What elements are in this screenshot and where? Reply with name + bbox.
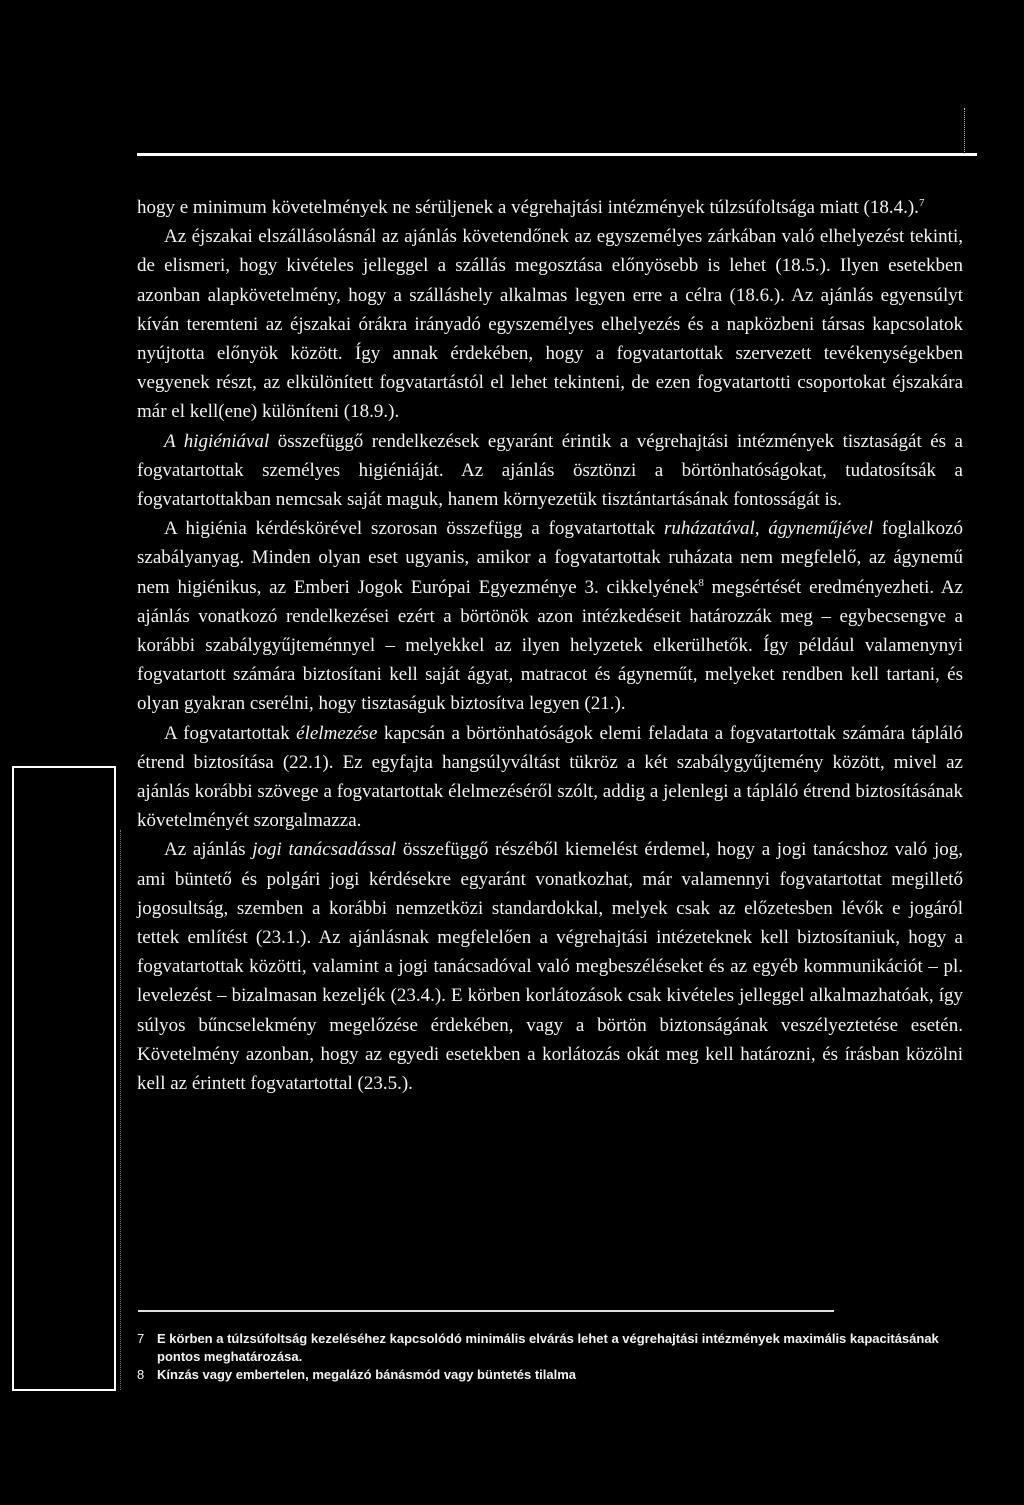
paragraph-3-emphasis: A higiéniával <box>164 430 270 452</box>
paragraph-6-text-a: Az ajánlás <box>164 839 253 861</box>
footnotes <box>137 1330 963 1384</box>
footnote-8 <box>137 1366 963 1384</box>
body-text <box>137 193 963 1098</box>
footnote-text: E körben a túlzsúfoltság kezeléséhez kapcsolódó minimális elvárás lehet a végrehajtási intézmények maximális kapacitásának pontos meghatározása. <box>157 1331 939 1364</box>
paragraph-1-text: hogy e minimum követelmények ne sérüljenek a végrehajtási intézmények túlzsúfoltsága miatt (18.4.). <box>137 197 919 218</box>
margin-box <box>12 766 116 1391</box>
paragraph-4-emphasis: ruházatával, ágyneműjével <box>664 518 873 540</box>
paragraph-4-text-c: megsértését eredményezheti. Az ajánlás vonatkozó rendelkezései ezért a börtönök azon intézkedéseit határozzák meg – egybecsengve a korábbi szabálygyűjteménnyel – melyekkel az ilyen helyzetek elkerülhetők. Így például valamenynyi fogvatartott számára biztosítani kell saját ágyat, matracot és ágyneműt, melyeket rendben kell tartani, és olyan gyakran cserélni, hogy tisztaságuk biztosítva legyen (21.). <box>137 576 963 715</box>
paragraph-1 <box>137 193 963 222</box>
paragraph-5-emphasis: élelmezése <box>296 722 378 744</box>
paragraph-4-text-a: A higiénia kérdéskörével szorosan összefügg a fogvatartottak <box>164 518 665 540</box>
footnote-number: 8 <box>137 1367 145 1382</box>
paragraph-2: Az éjszakai elszállásolásnál az ajánlás követendőnek az egyszemélyes zárkában való elhelyezést tekinti, de elismeri, hogy kivételes jelleggel a szállás megosztása előnyösebb is lehet (18.5.). Ilyen esetekben azonban alapkövetelmény, hogy a szálláshely alkalmas legyen erre a célra (18.6.). Az ajánlás egyensúlyt kíván teremteni az éjszakai órákra irányadó egyszemélyes elhelyezés és a napközbeni társas kapcsolatok nyújtotta előnyök között. Így annak érdekében, hogy a fogvatartottak szervezett tevékenységekben vegyenek részt, az elkülönített fogvatartástól el lehet tekinteni, de ezen fogvatartotti csoportokat éjszakára már el kell(ene) különíteni (18.9.). <box>137 226 963 423</box>
footnote-text: Kínzás vagy embertelen, megalázó bánásmód vagy büntetés tilalma <box>157 1367 577 1382</box>
paragraph-3 <box>137 427 963 515</box>
margin-box-edge <box>110 830 121 1390</box>
footnote-ref-8[interactable]: 8 <box>698 576 704 589</box>
footnote-rule <box>138 1310 834 1312</box>
page-edge-mark <box>964 108 967 154</box>
paragraph-5-text-a: A fogvatartottak <box>164 722 297 744</box>
paragraph-5-text-b: kapcsán a börtönhatóságok elemi feladata a fogvatartottak számára tápláló étrend biztosítása (22.1). Ez egyfajta hangsúlyváltást tükröz a két szabálygyűjtemény között, mivel az ajánlás korábbi szövege a fogvatartottak élelmezéséről szólt, addig a jelenlegi a tápláló étrend biztosításának követelményét szorgalmazza. <box>137 722 963 832</box>
footnote-ref-7[interactable]: 7 <box>918 197 925 209</box>
paragraph-4 <box>137 514 963 718</box>
footnote-number: 7 <box>137 1331 145 1346</box>
paragraph-6 <box>137 835 963 1098</box>
paragraph-4-text-b: foglalkozó szabályanyag. Minden olyan eset ugyanis, amikor a fogvatartottak ruházata nem megfelelő, az ágynemű nem higiénikus, az Emberi Jogok Európai Egyezménye 3. cikkelyének <box>137 518 963 598</box>
footnote-7 <box>137 1330 963 1366</box>
header-rule <box>137 153 977 156</box>
paragraph-6-emphasis: jogi tanácsadással <box>252 839 397 861</box>
paragraph-5 <box>137 719 963 836</box>
paragraph-6-text-b: összefüggő részéből kiemelést érdemel, hogy a jogi tanácshoz való jog, ami büntető és polgári jogi kérdésekre egyaránt vonatkozhat, már valamennyi fogvatartottat megillető jogosultság, szemben a korábbi nemzetközi standardokkal, melyek csak az előzetesben lévők e jogáról tettek említést (23.1.). Az ajánlásnak megfelelően a végrehajtási intézeteknek kell biztosítaniuk, hogy a fogvatartottak közötti, valamint a jogi tanácsadóval való megbeszéléseket és az egyéb kommunikációt – pl. levelezést – bizalmasan kezeljék (23.4.). E körben korlátozások csak kivételes jelleggel alkalmazhatóak, így súlyos bűncselekmény megelőzése érdekében, vagy a börtön biztonságának veszélyeztetése esetén. Követelmény azonban, hogy az egyedi esetekben a korlátozás okát meg kell határozni, és írásban közölni kell az érintett fogvatartottal (23.5.). <box>137 839 963 1095</box>
paragraph-3-text: összefüggő rendelkezések egyaránt érintik a végrehajtási intézmények tisztaságát és a fogvatartottak személyes higiéniáját. Az ajánlás ösztönzi a börtönhatóságokat, tudatosítsák a fogvatartottakban nemcsak saját maguk, hanem környezetük tisztántartásának fontosságát is. <box>137 430 963 511</box>
